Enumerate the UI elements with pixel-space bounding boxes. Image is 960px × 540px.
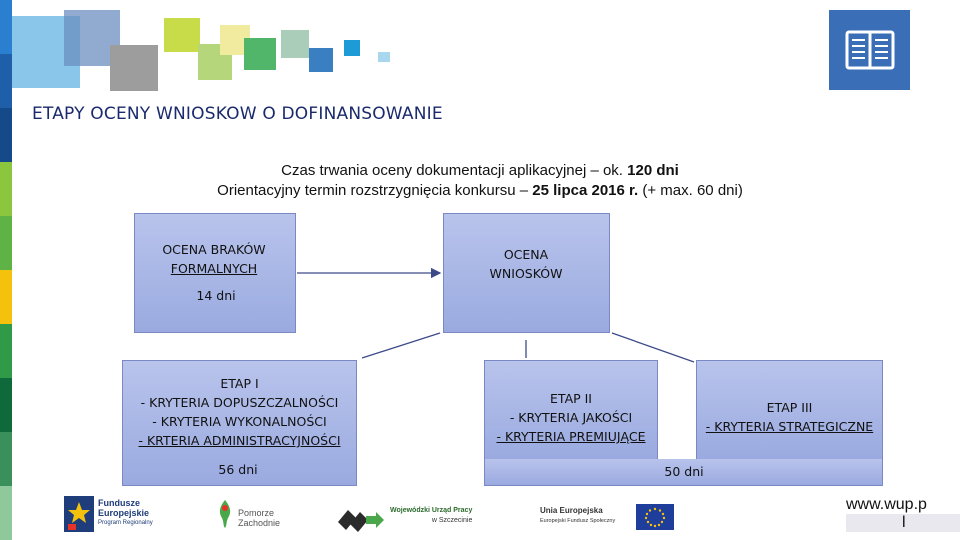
logo1-line-1: Fundusze (98, 498, 140, 508)
subtitle-line-1-bold: 120 dni (627, 162, 679, 179)
logo-european-union (540, 500, 676, 534)
arrow-to-stage-3 (612, 333, 694, 362)
stage-3-criterion-1: - KRYTERIA STRATEGICZNE (705, 419, 874, 434)
subtitle-line-2-bold: 25 lipca 2016 r. (532, 182, 639, 199)
logo-wup-szczecin (336, 500, 486, 534)
stage-2-head: ETAP II (550, 391, 592, 406)
logo4-line-1: Unia Europejska (540, 506, 603, 515)
applications-line-2: WNIOSKÓW (489, 266, 563, 281)
website-line-2[interactable]: l (846, 514, 960, 532)
formal-line-1: OCENA BRAKÓW (162, 242, 266, 257)
logo3-line-1: Wojewódzki Urząd Pracy (390, 507, 473, 514)
logo2-line-2: Zachodnie (238, 518, 281, 528)
website-link[interactable] (846, 496, 960, 532)
eu-flag-icon (636, 504, 674, 530)
subtitle-line-2-text: Orientacyjny termin rozstrzygnięcia konkursu – (217, 182, 533, 199)
stage-3-head: ETAP III (766, 400, 813, 415)
applications-line-1: OCENA (503, 247, 549, 262)
formal-duration: 14 dni (196, 288, 236, 303)
logo-european-funds (64, 494, 184, 534)
stage-2-criterion-1: - KRYTERIA JAKOŚCI (509, 410, 633, 425)
subtitle-line-2-suffix: (+ max. 60 dni) (638, 182, 743, 199)
formal-line-2: FORMALNYCH (170, 261, 258, 276)
stage-1-head: ETAP I (220, 376, 259, 391)
stage-1-duration: 56 dni (218, 462, 258, 477)
logo-pomorze-zachodnie (214, 498, 294, 534)
stage-1-criterion-2: - KRYTERIA WYKONALNOŚCI (152, 414, 327, 429)
logo4-line-2: Europejski Fundusz Społeczny (540, 518, 616, 524)
website-line-1[interactable]: www.wup.p (846, 496, 927, 513)
stage-2-3-duration: 50 dni (664, 464, 704, 479)
stage-1-criterion-3: - KRTERIA ADMINISTRACYJNOŚCI (138, 433, 341, 448)
logo2-line-1: Pomorze (238, 508, 275, 518)
page-title: ETAPY OCENY WNIOSKOW O DOFINANSOWANIE (32, 104, 443, 124)
stage-1-criterion-1: - KRYTERIA DOPUSZCZALNOŚCI (140, 395, 339, 410)
logo1-line-2: Europejskie (98, 508, 150, 518)
logo3-line-2: w Szczecinie (431, 517, 473, 524)
stage-2-criterion-2: - KRYTERIA PREMIUJĄCE (496, 429, 646, 444)
subtitle-line-1-text: Czas trwania oceny dokumentacji aplikacyjnej – ok. (281, 162, 628, 179)
logo1-line-3: Program Regionalny (98, 520, 153, 526)
arrow-to-stage-1 (362, 333, 440, 358)
